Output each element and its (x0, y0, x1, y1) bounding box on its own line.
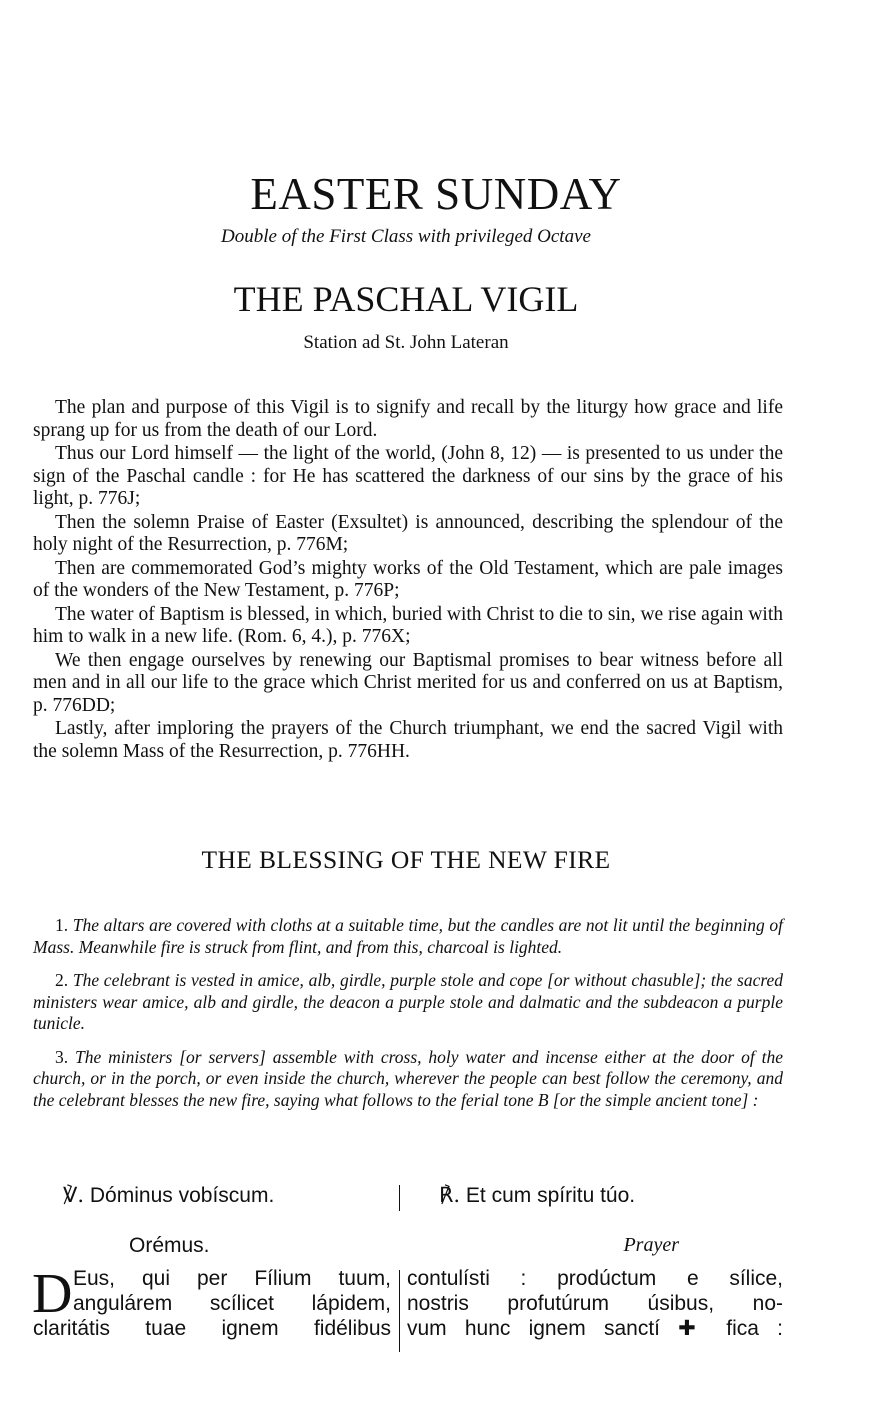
oremus: Orémus. (129, 1234, 210, 1257)
section-heading: THE BLESSING OF THE NEW FIRE (201, 845, 611, 874)
intro-paragraph: Then are commemorated God’s mighty works of the Old Testament, which are pale images of the wonders of the New Testament, p. 776P; (33, 557, 783, 601)
prayer-latin-left-column (32, 1263, 391, 1341)
versicle (63, 1183, 274, 1208)
station-line: Station ad St. John Lateran (303, 332, 509, 353)
oremus-row (33, 1234, 783, 1262)
intro-paragraph: We then engage ourselves by renewing our Baptismal promises to bear witness before all men and in all our life to the grace which Christ merited for us and conferred on us at Baptism, p. 776DD; (33, 649, 783, 716)
versicle-response-row (33, 1183, 783, 1213)
response (439, 1183, 635, 1208)
prayer-latin-right-column (407, 1266, 783, 1341)
intro-text (33, 397, 783, 764)
column-divider (399, 1270, 400, 1352)
rubric-number: 3. (55, 1046, 69, 1067)
response-text: Et cum spíritu túo. (465, 1184, 636, 1207)
rubric-text: The altars are covered with cloths at a suitable time, but the candles are not lit until the beginning of Mass. Meanwhile fire is struck from flint, and from this, charcoal is lighted. (33, 915, 783, 957)
drop-cap: D (32, 1263, 73, 1325)
feast-rank-subtitle: Double of the First Class with privileged Octave (221, 226, 591, 247)
prayer-line: nostris profutúrum úsibus, no- (407, 1292, 783, 1315)
vigil-title: THE PASCHAL VIGIL (233, 279, 579, 319)
rubric-number: 2. (55, 970, 69, 990)
intro-paragraph: Thus our Lord himself — the light of the world, (John 8, 12) — is presented to us under the sign of the Paschal candle : for He has scattered the darkness of our sins by the grace of his light, p. 776J; (33, 443, 783, 509)
prayer-line: angulárem scílicet lápidem, (73, 1292, 391, 1315)
prayer-line: vum hunc ignem sanctí ✚ fica : (407, 1317, 783, 1340)
versicle-symbol-icon: ℣. (63, 1183, 85, 1207)
rubric-item (33, 1047, 783, 1112)
versicle-text: Dóminus vobíscum. (89, 1184, 275, 1207)
rubric-text: The celebrant is vested in amice, alb, girdle, purple stole and cope [or without chasuble]; the sacred ministers wear amice, alb and girdle, the deacon a purple stole and dalmatic and the subdeacon a purple tunicle. (33, 970, 784, 1033)
rubrics (33, 915, 783, 1123)
rubric-item (33, 915, 783, 958)
intro-paragraph: Then the solemn Praise of Easter (Exsultet) is announced, describing the splendour of the holy night of the Resurrection, p. 776M; (33, 511, 783, 555)
prayer-line: Eus, qui per Fílium tuum, (73, 1267, 391, 1290)
page-title: EASTER SUNDAY (250, 169, 622, 219)
prayer-text (32, 1263, 783, 1356)
rubric-number: 1. (55, 915, 69, 935)
response-symbol-icon: ℟. (439, 1183, 461, 1207)
prayer-line: claritátis tuae ignem fidélibus (33, 1317, 391, 1340)
rubric-text: The ministers [or servers] assemble with cross, holy water and incense either at the door of the church, or in the porch, or even inside the church, wherever the people can best follow the ceremony, and the celebrant blesses the new fire, saying what follows to the ferial tone B [or the simple ancient tone] : (33, 1046, 784, 1110)
column-divider (399, 1185, 400, 1211)
rubric-item (33, 970, 783, 1035)
intro-paragraph: The plan and purpose of this Vigil is to signify and recall by the liturgy how grace and life sprang up for us from the death of our Lord. (33, 397, 783, 441)
prayer-label: Prayer (623, 1234, 679, 1256)
prayer-line: contulísti : prodúctum e sílice, (407, 1267, 783, 1290)
intro-paragraph: The water of Baptism is blessed, in which, buried with Christ to die to sin, we rise again with him to walk in a new life. (Rom. 6, 4.), p. 776X; (33, 603, 783, 647)
intro-paragraph: Lastly, after imploring the prayers of the Church triumphant, we end the sacred Vigil with the solemn Mass of the Resurrection, p. 776HH. (33, 718, 783, 762)
